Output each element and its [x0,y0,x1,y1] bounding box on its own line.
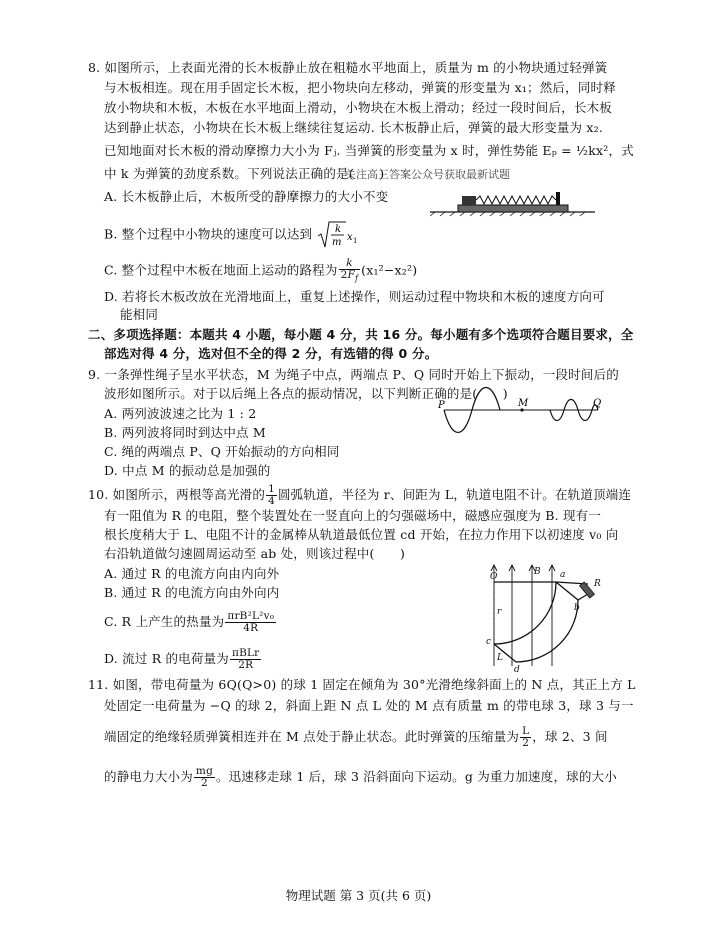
q8-option-b [104,220,360,250]
section2-heading-cont: 部选对得 4 分，选对但不全的得 2 分，有选错的得 0 分。 [104,346,438,361]
q8-option-d-line1: D. 若将长木板改放在光滑地面上，重复上述操作，则运动过程中物块和木板的速度方向可 [104,289,605,304]
q8-option-c-suffix: (x₁²−x₂²) [361,262,418,278]
q8-line6: 中 k 为弹簧的劲度系数。下列说法正确的是( ) [104,166,385,181]
quarter-num: 1 [268,483,275,495]
q8-line3: 放小物块和木板，木板在水平地面上滑动，小物块在木板上滑动；经过一段时间后，长木板 [104,100,613,115]
label-p: P [438,400,445,411]
q10-line2: 有一阻值为 R 的电阻，整个装置处在一竖直向上的匀强磁场中，磁感应强度为 B. 现有一 [104,508,602,523]
label-m: M [518,398,529,409]
heat-den: 4R [243,622,259,634]
q9-option-d: D. 中点 M 的振动总是加强的 [104,463,271,478]
q11-line3-text: 端固定的绝缘轻质弹簧相连并在 M 点处于静止状态。此时弹簧的压缩量为 [104,729,520,744]
charge-num: πBLr [231,647,260,659]
q11-line4-text: 的静电力大小为 [104,769,193,784]
q8-option-a: A. 长木板静止后，木板所受的静摩擦力的大小不变 [104,189,389,204]
charge-den: 2R [238,659,254,671]
sqrt-k-over-m-x1 [316,220,360,250]
fig-label-o: O [490,572,498,582]
q10-option-d [104,648,262,671]
svg-text:1: 1 [353,237,359,245]
q11-line1: 11. 如图，带电荷量为 6Q(Q>0) 的球 1 固定在倾角为 30°光滑绝缘斜面上的 N 点，其正上方 L [88,677,636,692]
charge-fraction [230,648,261,671]
arc-rails-figure [470,562,610,674]
rope-wave-figure [438,395,608,445]
compression-fraction [520,726,531,749]
force-num: mg [195,765,213,777]
quarter-fraction [266,484,277,507]
fig-label-d: d [514,665,520,675]
q11-line4 [104,766,617,789]
q11-line4-suffix: 。迅速移走球 1 后，球 3 沿斜面向下运动。g 为重力加速度，球的大小 [215,769,617,784]
fig-label-r-resistor: R [594,579,601,589]
heat-num: πrB²L²v₀ [227,610,275,622]
fig-label-l: L [497,653,503,663]
q10-option-a: A. 通过 R 的电流方向由内向外 [104,566,280,581]
q8-option-c-text: C. 整个过程中木板在地面上运动的路程为 [104,262,338,278]
q8-option-c [104,258,417,284]
page-footer: 物理试题 第 3 页(共 6 页) [285,888,432,903]
q8-line1: 8. 如图所示，上表面光滑的长木板静止放在粗糙水平地面上，质量为 m 的小物块通过轻弹簧 [88,60,608,75]
compression-den: 2 [522,737,530,749]
q10-line1-b: 圆弧轨道，半径为 r、间距为 L，轨道电阻不计。在轨道顶端连 [277,487,632,502]
q8-option-d-line2: 能相同 [120,307,159,322]
heat-fraction [225,611,276,634]
k-over-2fj-fraction: $\frac{k}{2F_f}$ [340,257,359,284]
force-fraction [194,766,215,789]
q9-line1: 9. 一条弹性绳子呈水平状态，M 为绳子中点，两端点 P、Q 同时开始上下振动，一段时间后的 [88,367,619,382]
compression-num: L [522,725,530,737]
fig-label-c: c [486,637,492,647]
label-q: Q [593,398,602,409]
svg-text:m: m [332,237,343,248]
quarter-den: 4 [268,495,275,507]
q10-line1 [88,484,631,507]
fig-label-b-point: b [574,603,580,613]
q11-line3-suffix: ，球 2、3 间 [532,729,608,744]
force-den: 2 [201,777,208,789]
q9-option-a: A. 两列波波速之比为 1 : 2 [104,406,257,421]
svg-text:k: k [335,224,342,235]
q11-line3 [104,726,608,749]
q9-line2: 波形如图所示。对于以后绳上各点的振动情况，以下判断正确的是( ) [104,386,508,401]
q10-option-d-text: D. 流过 R 的电荷量为 [104,651,229,666]
fig-label-r-radius: r [497,607,502,617]
q9-option-b: B. 两列波将同时到达中点 M [104,425,266,440]
q8-option-b-text: B. 整个过程中小物块的速度可以达到 [104,226,313,242]
q10-line1-a: 10. 如图所示，两根等高光滑的 [88,487,266,502]
q8-line5: 已知地面对长木板的滑动摩擦力大小为 Fⱼ. 当弹簧的形变量为 x 时，弹性势能 Eₚ = ½kx²，式 [104,143,634,158]
q10-option-c [104,611,277,634]
section2-heading: 二、多项选择题：本题共 4 小题，每小题 4 分，共 16 分。每小题有多个选项符合题目要求，全 [88,327,634,342]
board-spring-figure [430,186,600,216]
q9-option-c: C. 绳的两端点 P、Q 开始振动的方向相同 [104,444,340,459]
fig-label-a: a [560,570,566,580]
q8-line4: 达到静止状态，小物块在长木板上继续往复运动. 长木板静止后，弹簧的最大形变量为 x₂. [104,120,604,135]
q10-option-c-text: C. R 上产生的热量为 [104,614,225,629]
q11-line2: 处固定一电荷量为 −Q 的球 2，斜面上距 N 点 L 处的 M 点有质量 m 的带电球 3，球 3 与一 [104,698,634,713]
watermark-text: 关注高三答案公众号获取最新试题 [345,168,510,181]
q10-line3: 根长度稍大于 L、电阻不计的金属棒从轨道最低位置 cd 开始，在拉力作用下以初速度 v₀ 向 [104,527,619,542]
q8-line2: 与木板相连。现在用手固定长木板，把小物块向左移动，弹簧的形变量为 x₁；然后，同时释 [104,80,616,95]
q10-option-b: B. 通过 R 的电流方向由外向内 [104,585,280,600]
svg-text:x: x [347,232,354,243]
fig-label-b: B [534,567,541,577]
q10-line4: 右沿轨道做匀速圆周运动至 ab 处，则该过程中( ) [104,546,406,561]
